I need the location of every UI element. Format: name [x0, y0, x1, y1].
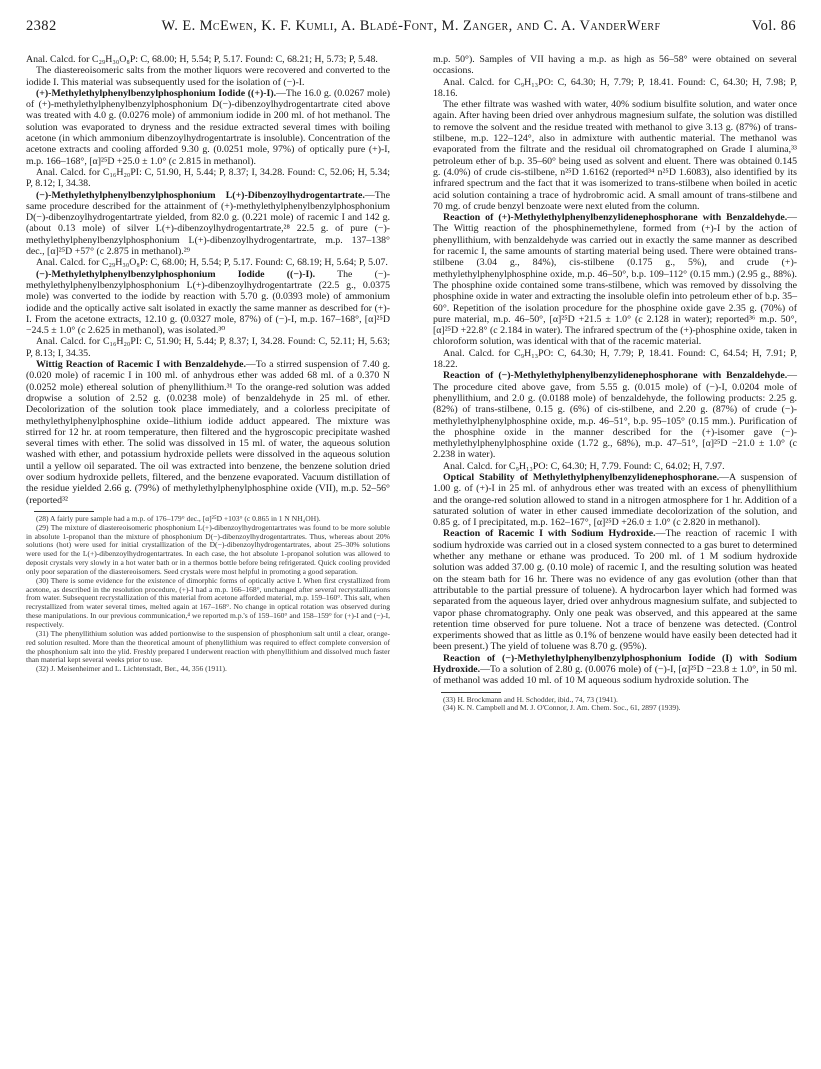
footnote-divider	[34, 511, 94, 512]
footnote: (29) The mixture of diastereoisomeric phosphonium L(+)-dibenzoylhydrogentartrates was found to be more soluble in absolute 1-propanol than the mixture of phosphonium D(−)-dibenzoylhydrogentartrates. Thus, whereas about 20% solutions (hot) were used for initial crystallization of the D(−)-dibenzoylhydrogentartrates, about 25–30% solutions were used for the L(+)-dibenzoylhydrogentartrates. In each case, the hot absolute 1-propanol solution was allowed to deposit crystals very slowly in a hot water bath or in a thermos bottle before being refrigerated. Quick cooling provided only poor separation of the diastereoisomers. Seed crystals were most helpful in promoting a good separation.	[26, 522, 390, 576]
section-heading: Reaction of (+)-Methylethylphenylbenzylidenephosphorane with Benzaldehyde.	[443, 212, 788, 224]
paragraph: Anal. Calcd. for C₁₆H₂₀PI: C, 51.90; H, 5.44; P, 8.37; I, 34.28. Found: C, 52.11; H, 5.63; P, 8.13; I, 34.35.	[26, 336, 390, 359]
section-heading: (+)-Methylethylphenylbenzylphosphonium Iodide ((+)-I).	[36, 87, 277, 99]
footnote-divider	[441, 692, 501, 693]
footnotes	[26, 515, 390, 674]
volume-label: Vol. 86	[751, 18, 796, 34]
footnote: (31) The phenyllithium solution was added portionwise to the suspension of phosphonium salt until a clear, orange-red solution resulted. More than the theoretical amount of phenyllithium was required to effect complete conversion of the phosphonium salt into the ylid. Freshly prepared I underwent reaction with phenyllithium and dissolved much faster than material kept several weeks prior to use.	[26, 628, 390, 665]
paragraph: Reaction of (−)-Methylethylphenylbenzylphosphonium Iodide (I) with Sodium Hydroxide.—To a solution of 2.80 g. (0.0076 mole) of (−)-I, [α]²⁵D −23.8 ± 1.0°, in 50 ml. of methanol was added 10 ml. of 10 M aqueous sodium hydroxide solution. The	[433, 652, 797, 687]
section-heading: Optical Stability of Methylethylphenylbenzylidenephosphorane.	[443, 471, 720, 483]
footnote: (33) H. Brockmann and H. Schodder, ibid., 74, 73 (1941).	[443, 694, 618, 704]
footnote: (30) There is some evidence for the existence of dimorphic forms of optically active I. When first crystallized from acetone, as described in the resolution procedure, (+)-I had a m.p. 166–168°, unchanged after several recrystallizations from water. Subsequent recrystallization of this material from acetone afforded material, m.p. 159–160°. This salt, when recrystallized from water several times, melted again at 167–168°. No change in optical rotation was observed during these manipulations. In our previous communication,⁴ we reported m.p.'s of 159–160° and 158–159° for (+)-I and (−)-I, respectively.	[26, 575, 390, 629]
section-heading: Reaction of (−)-Methylethylphenylbenzylidenephosphorane with Benzaldehyde.	[443, 370, 788, 382]
paragraph: Reaction of Racemic I with Sodium Hydroxide.—The reaction of racemic I with sodium hydroxide was carried out in a closed system connected to a gas buret to determined whether any methane or ethane was produced. To 200 ml. of 1 M sodium hydroxide solution was added 37.00 g. (0.10 mole) of racemic I, and the resulting solution was heated on the steam bath for 16 hr. There was no evidence of any gas evolution (other than that attributable to the partial pressure of toluene). A hydrocarbon layer which had formed was separated from the aqueous layer, dried over anhydrous magnesium sulfate, and subjected to vapor phase chromatography. Only one peak was observed, and this appeared at the same retention time observed for pure toluene. Not a trace of benzene was detected. (Control experiments showed that as little as 0.1% of benzene would have easily been detected had it been present.) The yield of toluene was 8.70 g. (95%).	[433, 528, 797, 653]
paragraph: Anal. Calcd. for C₉H₁₃PO: C, 64.30; H, 7.79; P, 18.41. Found: C, 64.54; H, 7.91; P, 18.22.	[433, 347, 797, 371]
paragraph: m.p. 50°). Samples of VII having a m.p. as high as 56–58° were obtained on several occasions.	[433, 54, 797, 77]
paragraph: Reaction of (−)-Methylethylphenylbenzylidenephosphorane with Benzaldehyde.—The procedure cited above gave, from 5.55 g. (0.015 mole) of (−)-I, 0.0204 mole of phenyllithium, and 2.0 g. (0.0188 mole) of benzaldehyde, the following products: 2.25 g. (82%) of trans-stilbene, 0.15 g. (6%) of cis-stilbene, and 2.20 g. (87%) of crude (−)-methylethylphenylphosphine oxide, m.p. 46–51°, b.p. 95–105° (0.15 mm.). Purification of the phosphine oxide in the manner described for the (+)-isomer gave (−)-methylethylphenylphosphine oxide (1.72 g., 68%), m.p. 47–51°, [α]²⁵D −21.0 ± 1.0° (c 2.238 in water).	[433, 370, 797, 461]
section-heading: Reaction of (−)-Methylethylphenylbenzylphosphonium Iodide (I) with Sodium Hydroxide.	[433, 652, 797, 676]
section-heading: (−)-Methylethylphenylbenzylphosphonium Iodide ((−)-I).	[36, 268, 316, 280]
paragraph: Anal. Calcd. for C₂₉H₃₀O₈P: C, 68.00; H, 5.54; P, 5.17. Found: C, 68.21; H, 5.73; P, 5.48.	[26, 54, 378, 65]
paragraph: The diastereoisomeric salts from the mother liquors were recovered and converted to the iodide I. This material was subsequently used for the isolation of (−)-I.	[26, 65, 390, 88]
paragraph: (+)-Methylethylphenylbenzylphosphonium Iodide ((+)-I).—The 16.0 g. (0.0267 mole) of (+)-methylethylphenylbenzylphosphonium D(−)-dibenzoylhydrogentartrate cited above was treated with 4.0 g. (0.0276 mole) of ammonium iodide in 200 ml. of hot methanol. The solution was evaporated to dryness and the residue extracted several times with boiling acetone (in which ammonium dibenzoylhydrogentartrate is insoluble). Concentration of the acetone extracts and cooling afforded 9.30 g. (0.0251 mole, 97%) of optically pure (+)-I, m.p. 166–168°, [α]²⁵D +25.0 ± 1.0° (c 2.815 in methanol).	[26, 87, 390, 167]
paragraph: Anal. Calcd. for C₁₆H₂₀PI: C, 51.90, H, 5.44; P, 8.37; I, 34.28. Found: C, 52.06; H, 5.34; P, 8.12; I, 34.38.	[26, 166, 390, 190]
paragraph: Wittig Reaction of Racemic I with Benzaldehyde.—To a stirred suspension of 7.40 g. (0.020 mole) of racemic I in 100 ml. of anhydrous ether was added 68 ml. of a 0.370 N (0.0252 mole) ethereal solution of phenyllithium.³¹ To the orange-red solution was added dropwise a solution of 2.52 g. (0.0238 mole) of benzaldehyde in 25 ml. of ether. Decolorization of the solution took place immediately, and a colorless precipitate of methylethylphenylphosphine oxide–lithium iodide adduct appeared. The mixture was stirred for 12 hr. at room temperature, then filtered and the hygroscopic precipitate washed several times with ether. The solid was dissolved in 15 ml. of water, the aqueous solution washed with ether, and potassium hydroxide pellets were dissolved in the aqueous solution until a yellow oil separated. The oil was extracted into benzene, the benzene solution dried over sodium hydroxide pellets, filtered, and the benzene evaporated. Vacuum distillation of the residue yielded 2.66 g. (79%) of methylethylphenylphosphine oxide (VII), m.p. 52–56° (reported³²	[26, 359, 390, 506]
page-number: 2382	[26, 18, 57, 34]
left-column	[26, 54, 390, 1054]
paragraph: The ether filtrate was washed with water, 40% sodium bisulfite solution, and water once again. After having been dried over anhydrous magnesium sulfate, the solution was distilled to remove the solvent and the residue treated with methanol to give 3.13 g. (87%) of trans-stilbene, m.p. 122–124°, also in admixture with authentic material. The methanol was evaporated from the filtrate and the residual oil chromatographed on Grade I alumina,³³ petroleum ether of b.p. 35–60° being used as solvent and eluent. There was obtained 0.145 g. (4.0%) of crude cis-stilbene, n²⁵D 1.6162 (reported³⁴ n²⁵D 1.6083), also identified by its infrared spectrum and the fact that it was isomerized to trans-stilbene when boiled in acetic acid solution containing a trace of hydrobromic acid. A small amount of trans-stilbene and 70 mg. of crude benzyl benzoate were next eluted from the column.	[433, 99, 797, 212]
running-header	[26, 18, 796, 40]
section-heading: (−)-Methylethylphenylbenzylphosphonium L(+)-Dibenzoylhydrogentartrate.	[36, 189, 365, 201]
footnote: (28) A fairly pure sample had a m.p. of 176–179° dec., [α]²⁵D +103° (c 0.865 in 1 N NH₄OH).	[36, 513, 321, 523]
running-head-authors: W. E. McEwen, K. F. Kumli, A. Bladé-Font, M. Zanger, and C. A. VanderWerf	[161, 18, 661, 34]
paragraph: (−)-Methylethylphenylbenzylphosphonium Iodide ((−)-I). The (−)-methylethylphenylbenzylphosphonium L(+)-dibenzoylhydrogentartrate (22.5 g., 0.0375 mole) was converted to the iodide by reaction with 5.70 g. (0.0393 mole) of ammonium iodide and the optically active salt isolated in exactly the same manner as described for (+)-I. From the acetone extracts, 12.10 g. (0.0327 mole, 87%) of (−)-I, m.p. 167–168°, [α]²⁵D −24.5 ± 1.0° (c 2.625 in methanol), was isolated.³⁰	[26, 268, 390, 337]
footnote: (34) K. N. Campbell and M. J. O'Connor, J. Am. Chem. Soc., 61, 2897 (1939).	[443, 703, 681, 713]
footnote: (32) J. Meisenheimer and L. Lichtenstadt, Ber., 44, 356 (1911).	[36, 664, 227, 674]
paragraph: Anal. Calcd. for C₂₉H₃₀O₈P: C, 68.00; H, 5.54; P, 5.17. Found: C, 68.19; H, 5.64; P, 5.07.	[36, 257, 388, 269]
paragraph: Optical Stability of Methylethylphenylbenzylidenephosphorane.—A suspension of 1.00 g. of (+)-I in 25 ml. of anhydrous ether was treated with an excess of phenyllithium and the orange-red solution allowed to stand in a nitrogen atmosphere for 1 hr. Addition of a saturated solution of water in ether caused immediate decolorization of the solution, and 0.85 g. of I precipitated, m.p. 162–167°, [α]²⁵D +26.0 ± 1.0° (c 2.820 in methanol).	[433, 471, 797, 529]
section-heading: Wittig Reaction of Racemic I with Benzaldehyde.	[36, 359, 246, 371]
section-heading: Reaction of Racemic I with Sodium Hydroxide.	[443, 528, 656, 540]
right-column	[433, 54, 797, 1054]
paragraph: (−)-Methylethylphenylbenzylphosphonium L(+)-Dibenzoylhydrogentartrate.—The same procedure described for the attainment of (+)-methylethylphenylbenzylphosphonium D(−)-dibenzoylhydrogentartrate yielded, from 82.0 g. (0.221 mole) of racemic I and 142 g. (about 0.13 mole) of silver L(+)-dibenzoylhydrogentartrate,²⁸ 22.5 g. of pure (−)-methylethylphenylbenzylphosphonium L(+)-dibenzoylhydrogentartrate, m.p. 137–138° dec., [α]²⁵D +57° (c 2.875 in methanol).²⁹	[26, 189, 390, 258]
paragraph: Anal. Calcd. for C₉H₁₃PO: C, 64.30; H, 7.79. Found: C, 64.02; H, 7.97.	[443, 460, 725, 472]
paragraph: Anal. Calcd. for C₉H₁₃PO: C, 64.30; H, 7.79; P, 18.41. Found: C, 64.30; H, 7.98; P, 18.16.	[433, 76, 797, 99]
footnotes	[433, 696, 797, 714]
paragraph: Reaction of (+)-Methylethylphenylbenzylidenephosphorane with Benzaldehyde.—The Wittig reaction of the phosphinemethylene, formed from (+)-I by the action of phenyllithium, with benzaldehyde was carried out in exactly the same manner as described for racemic I, the same amounts of starting material being used. There were obtained trans-stilbene (3.04 g., 84%), cis-stilbene (0.175 g., 5%), and crude (+)-methylethylphenylphosphine oxide, m.p. 46–50°, b.p. 109–112° (0.15 mm.) (2.95 g., 88%). The phosphine oxide contained some trans-stilbene, which was removed by dissolving the phosphine oxide in water and extracting the insoluble olefin into petroleum ether of b.p. 35–60°. Repetition of the isolation procedure for the phosphine oxide gave 2.35 g. (70%) of pure material, m.p. 46–50°, [α]²⁵D +21.5 ± 1.0° (c 2.128 in water); reported³⁶ m.p. 50°, [α]²⁵D +22.8° (c 2.184 in water). The infrared spectrum of the (+)-phosphine oxide, taken in chloroform solution, was identical with that of the racemic material.	[433, 212, 797, 348]
